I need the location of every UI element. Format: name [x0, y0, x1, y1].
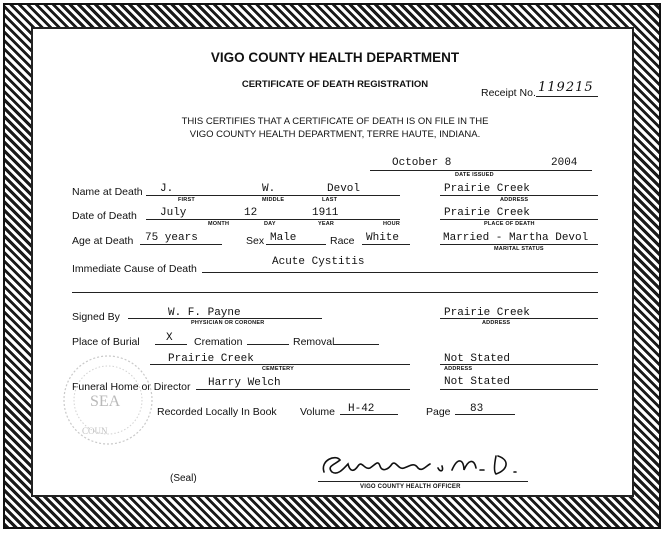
signed-by-address: Prairie Creek [444, 307, 530, 319]
name-at-death-label: Name at Death [72, 186, 143, 198]
caption-burial-address: ADDRESS [444, 366, 473, 372]
removal-label: Removal [293, 336, 335, 348]
date-issued-month-day: October 8 [392, 157, 452, 169]
caption-middle: MIDDLE [262, 197, 285, 203]
caption-year: YEAR [318, 221, 335, 227]
health-officer-signature [318, 446, 528, 482]
name-last: Devol [327, 183, 361, 195]
caption-hour: HOUR [383, 221, 400, 227]
receipt-label: Receipt No. [481, 87, 536, 99]
department-title: VIGO COUNTY HEALTH DEPARTMENT [210, 50, 460, 65]
death-day: 12 [244, 207, 258, 219]
caption-address: ADDRESS [500, 197, 529, 203]
cause-of-death-value: Acute Cystitis [272, 256, 365, 268]
race-label: Race [330, 235, 355, 247]
funeral-home-value: Harry Welch [208, 377, 281, 389]
embossed-seal [58, 350, 158, 450]
page-label: Page [426, 406, 451, 418]
death-month: July [160, 207, 187, 219]
signed-by-name: W. F. Payne [168, 307, 241, 319]
age-label: Age at Death [72, 235, 134, 247]
date-issued-year: 2004 [551, 157, 578, 169]
caption-month: MONTH [208, 221, 230, 227]
death-place: Prairie Creek [444, 207, 530, 219]
caption-physician: PHYSICIAN OR CORONER [191, 320, 265, 326]
certifies-line-2: VIGO COUNTY HEALTH DEPARTMENT, TERRE HAUTE, INDIANA. [189, 129, 481, 140]
certificate-title: CERTIFICATE OF DEATH REGISTRATION [241, 79, 429, 90]
burial-mark: X [166, 332, 173, 344]
date-of-death-label: Date of Death [72, 210, 137, 222]
death-year: 1911 [312, 207, 339, 219]
caption-signed-address: ADDRESS [482, 320, 511, 326]
caption-cemetery: CEMETERY [262, 366, 294, 372]
caption-marital-status: MARITAL STATUS [494, 246, 544, 252]
funeral-address: Not Stated [444, 376, 511, 388]
funeral-home-label: Funeral Home or Director [72, 381, 191, 393]
caption-first: FIRST [178, 197, 195, 203]
sex-label: Sex [246, 235, 265, 247]
receipt-number: 119215 [538, 80, 594, 95]
seal-label: (Seal) [170, 473, 197, 484]
name-first: J. [160, 183, 174, 195]
race-value: White [366, 232, 400, 244]
sex-value: Male [270, 232, 297, 244]
marital-status-value: Married - Martha Devol [443, 232, 589, 244]
cremation-label: Cremation [194, 336, 243, 348]
signed-by-label: Signed By [72, 311, 120, 323]
volume-value: H-42 [348, 403, 375, 415]
cause-of-death-label: Immediate Cause of Death [72, 263, 197, 275]
age-value: 75 years [145, 232, 198, 244]
recorded-locally-label: Recorded Locally In Book [157, 406, 277, 418]
certifies-line-1: THIS CERTIFIES THAT A CERTIFICATE OF DEATH IS ON FILE IN THE [181, 116, 489, 127]
name-middle: W. [262, 183, 276, 195]
health-officer-caption: VIGO COUNTY HEALTH OFFICER [360, 484, 461, 490]
name-address: Prairie Creek [444, 183, 530, 195]
seal-text-left: SEA [90, 393, 121, 410]
caption-last: LAST [322, 197, 338, 203]
caption-place-of-death: PLACE OF DEATH [484, 221, 535, 227]
volume-label: Volume [300, 406, 336, 418]
place-of-burial-label: Place of Burial [72, 336, 140, 348]
page-value: 83 [470, 403, 484, 415]
seal-text-bottom: COUN [82, 426, 108, 436]
cemetery-value: Prairie Creek [168, 353, 254, 365]
burial-address: Not Stated [444, 353, 511, 365]
caption-day: DAY [264, 221, 276, 227]
date-issued-caption: DATE ISSUED [455, 172, 494, 178]
